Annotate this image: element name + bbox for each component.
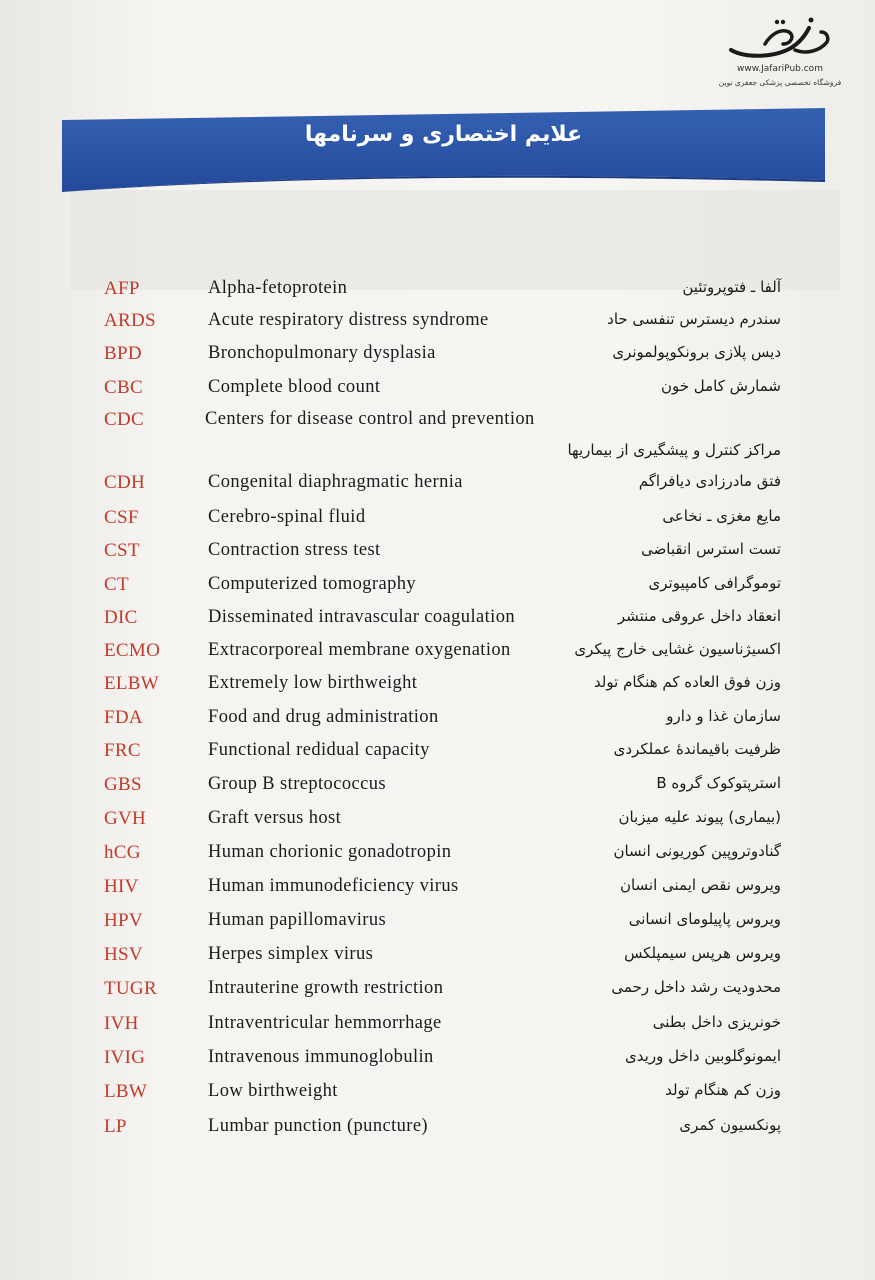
abbreviation-code: IVH bbox=[104, 1013, 139, 1034]
publisher-url: www.JafariPub.com bbox=[737, 64, 823, 74]
abbreviation-row bbox=[0, 507, 875, 537]
abbreviation-row bbox=[0, 978, 875, 1008]
persian-term: خونریزی داخل بطنی bbox=[652, 1013, 781, 1031]
abbreviation-row bbox=[0, 310, 875, 340]
abbreviation-row bbox=[0, 278, 875, 308]
abbreviation-code: ECMO bbox=[104, 640, 161, 661]
abbreviation-row bbox=[0, 707, 875, 737]
persian-term: ظرفیت باقیماندهٔ عملکردی bbox=[613, 740, 781, 758]
abbreviation-row bbox=[0, 1047, 875, 1077]
english-term: Bronchopulmonary dysplasia bbox=[208, 343, 436, 363]
english-term: Intrauterine growth restriction bbox=[208, 978, 444, 998]
abbreviation-code: CDH bbox=[104, 472, 146, 493]
abbreviation-code: GBS bbox=[104, 774, 142, 795]
abbreviation-row bbox=[0, 876, 875, 906]
persian-term: استرپتوکوک گروه B bbox=[656, 774, 781, 792]
english-term: Computerized tomography bbox=[208, 574, 417, 594]
english-term: Extracorporeal membrane oxygenation bbox=[208, 640, 511, 660]
abbreviation-row bbox=[0, 409, 875, 459]
abbreviation-code: HPV bbox=[104, 910, 143, 931]
english-term: Intravenous immunoglobulin bbox=[208, 1047, 434, 1067]
publisher-logo bbox=[715, 14, 845, 106]
persian-term: ایمونوگلوبین داخل وریدی bbox=[625, 1047, 781, 1065]
abbreviation-code: LP bbox=[104, 1116, 127, 1137]
persian-term: تست استرس انقباضی bbox=[641, 540, 781, 558]
abbreviation-code: CST bbox=[104, 540, 140, 561]
abbreviation-row bbox=[0, 910, 875, 940]
english-term: Extremely low birthweight bbox=[208, 673, 418, 693]
persian-term: مراکز کنترل و پیشگیری از بیماریها bbox=[567, 441, 781, 459]
abbreviation-row bbox=[0, 842, 875, 872]
abbreviation-code: BPD bbox=[104, 343, 142, 364]
persian-term: فتق مادرزادی دیافراگم bbox=[638, 472, 781, 490]
abbreviation-row bbox=[0, 377, 875, 407]
english-term: Disseminated intravascular coagulation bbox=[208, 607, 515, 627]
abbreviation-code: TUGR bbox=[104, 978, 157, 999]
english-term: Low birthweight bbox=[208, 1081, 338, 1101]
english-term: Food and drug administration bbox=[208, 707, 439, 727]
persian-term: سندرم دیسترس تنفسی حاد bbox=[607, 310, 781, 328]
english-term: Functional redidual capacity bbox=[208, 740, 430, 760]
persian-term: انعقاد داخل عروقی منتشر bbox=[617, 607, 781, 625]
persian-term: توموگرافی کامپیوتری bbox=[648, 574, 781, 592]
page-title: علایم اختصاری و سرنامها bbox=[304, 122, 583, 147]
abbreviation-row bbox=[0, 673, 875, 703]
persian-term: گنادوتروپین کوریونی انسان bbox=[613, 842, 781, 860]
abbreviation-code: hCG bbox=[104, 842, 141, 863]
abbreviation-row bbox=[0, 640, 875, 670]
abbreviation-row bbox=[0, 607, 875, 637]
abbreviation-code: ELBW bbox=[104, 673, 160, 694]
abbreviation-code: LBW bbox=[104, 1081, 148, 1102]
abbreviation-row bbox=[0, 944, 875, 974]
abbreviation-row bbox=[0, 1081, 875, 1111]
english-term: Human immunodeficiency virus bbox=[208, 876, 459, 896]
persian-term: وزن فوق العاده کم هنگام تولد bbox=[593, 673, 781, 691]
english-term: Acute respiratory distress syndrome bbox=[208, 310, 489, 330]
abbreviation-row bbox=[0, 774, 875, 804]
english-term: Human chorionic gonadotropin bbox=[208, 842, 452, 862]
english-term: Herpes simplex virus bbox=[208, 944, 374, 964]
persian-term: وزن کم هنگام تولد bbox=[665, 1081, 781, 1099]
english-term: Alpha-fetoprotein bbox=[208, 278, 348, 298]
abbreviation-code: CBC bbox=[104, 377, 143, 398]
abbreviation-code: AFP bbox=[104, 278, 140, 299]
abbreviation-row bbox=[0, 343, 875, 373]
abbreviation-row bbox=[0, 740, 875, 770]
english-term: Group B streptococcus bbox=[208, 774, 386, 794]
persian-term: مایع مغزی ـ نخاعی bbox=[662, 507, 781, 525]
persian-term: ویروس نقص ایمنی انسان bbox=[619, 876, 781, 894]
banner-shape bbox=[62, 108, 825, 192]
english-term: Congenital diaphragmatic hernia bbox=[208, 472, 463, 492]
watermark-band bbox=[70, 190, 840, 290]
abbreviation-row bbox=[0, 808, 875, 838]
persian-term: (بیماری) پیوند علیه میزبان bbox=[618, 808, 781, 826]
english-term: Complete blood count bbox=[208, 377, 381, 397]
publisher-subtitle: فروشگاه تخصصی پزشکی جعفری نوین bbox=[718, 78, 842, 87]
abbreviation-code: HIV bbox=[104, 876, 139, 897]
english-term: Human papillomavirus bbox=[208, 910, 387, 930]
persian-term: سازمان غذا و دارو bbox=[666, 707, 781, 725]
abbreviation-code: ARDS bbox=[104, 310, 156, 331]
english-term: Contraction stress test bbox=[208, 540, 381, 560]
abbreviation-code: GVH bbox=[104, 808, 147, 829]
abbreviation-row bbox=[0, 472, 875, 502]
abbreviation-row bbox=[0, 540, 875, 570]
persian-term: پونکسیون کمری bbox=[679, 1116, 781, 1134]
abbreviation-code: IVIG bbox=[104, 1047, 146, 1068]
english-term: Lumbar punction (puncture) bbox=[208, 1116, 428, 1136]
abbreviation-code: CSF bbox=[104, 507, 139, 528]
persian-term: اکسیژناسیون غشایی خارج پیکری bbox=[574, 640, 781, 658]
abbreviation-row bbox=[0, 574, 875, 604]
persian-term: آلفا ـ فتوپروتئین bbox=[682, 278, 781, 296]
english-term: Centers for disease control and prevention bbox=[205, 409, 535, 429]
persian-term: شمارش کامل خون bbox=[660, 377, 781, 395]
abbreviation-code: DIC bbox=[104, 607, 138, 628]
persian-term: دیس پلازی برونکوپولمونری bbox=[612, 343, 781, 361]
english-term: Cerebro-spinal fluid bbox=[208, 507, 366, 527]
persian-term: ویروس هرپس سیمپلکس bbox=[624, 944, 781, 962]
persian-term: ویروس پاپیلومای انسانی bbox=[628, 910, 781, 928]
abbreviation-code: CDC bbox=[104, 409, 144, 430]
abbreviation-row bbox=[0, 1013, 875, 1043]
abbreviation-code: FDA bbox=[104, 707, 143, 728]
section-header-banner bbox=[62, 108, 825, 192]
calligraphy-logo-icon bbox=[725, 14, 835, 64]
english-term: Intraventricular hemmorrhage bbox=[208, 1013, 442, 1033]
abbreviation-code: HSV bbox=[104, 944, 143, 965]
abbreviation-row bbox=[0, 1116, 875, 1146]
english-term: Graft versus host bbox=[208, 808, 342, 828]
abbreviation-code: FRC bbox=[104, 740, 141, 761]
persian-term: محدودیت رشد داخل رحمی bbox=[611, 978, 781, 996]
abbreviation-code: CT bbox=[104, 574, 129, 595]
